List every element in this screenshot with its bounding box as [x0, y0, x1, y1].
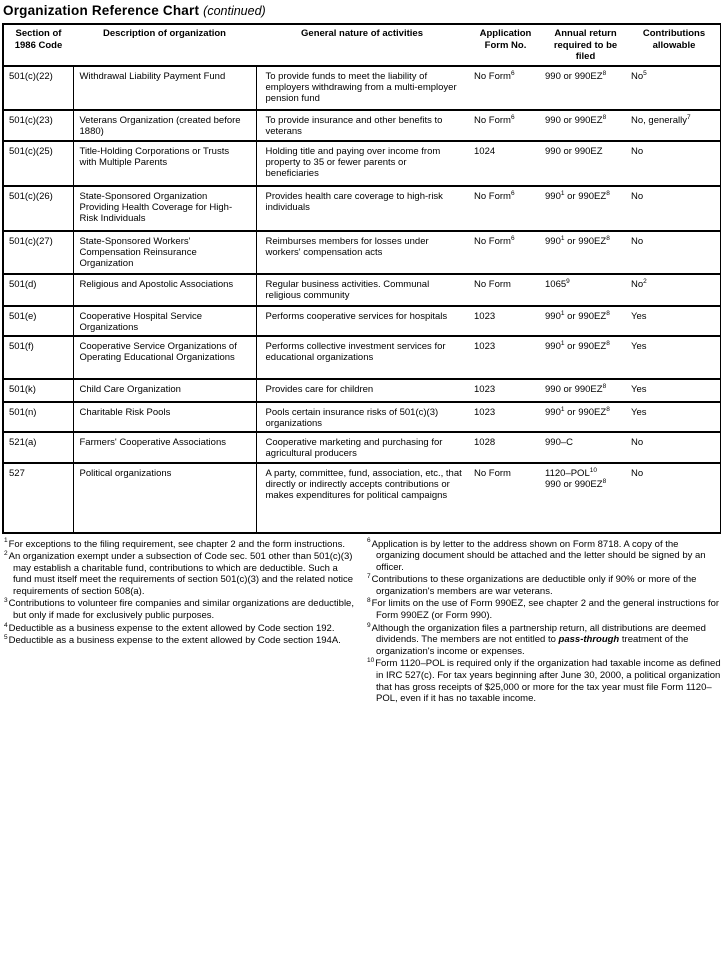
table-body	[3, 66, 721, 533]
footnote-number: 4	[4, 621, 8, 629]
table-row	[3, 306, 721, 336]
title-continued: (continued)	[203, 4, 266, 18]
cell-contributions: No	[628, 141, 721, 186]
cell-annual-return: 990 or $990EZ^8$	[543, 110, 628, 141]
footnote-text: Contributions to these organizations are deductible only if 90% or more of the organization's members are war veterans.	[371, 574, 697, 597]
cell-annual-return: $990^1$ or $990EZ^8$	[543, 402, 628, 432]
cell-description: State-Sponsored Organization Providing Health Coverage for High-Risk Individuals	[73, 186, 256, 231]
header-section-code: Section of 1986 Code	[3, 24, 73, 66]
cell-activities: Pools certain insurance risks of 501(c)(3) organizations	[256, 402, 468, 432]
cell-description: Veterans Organization (created before 1880)	[73, 110, 256, 141]
table-row	[3, 432, 721, 463]
cell-description: Child Care Organization	[73, 379, 256, 402]
cell-contributions: No	[628, 463, 721, 533]
cell-section-code: 501(c)(25)	[3, 141, 73, 186]
cell-annual-return: 990–C	[543, 432, 628, 463]
cell-description: Withdrawal Liability Payment Fund	[73, 66, 256, 110]
cell-section-code: 527	[3, 463, 73, 533]
cell-contributions: Yes	[628, 402, 721, 432]
footnote-number: 2	[4, 549, 8, 557]
cell-activities: Provides care for children	[256, 379, 468, 402]
cell-contributions: No	[628, 186, 721, 231]
cell-section-code: 501(c)(26)	[3, 186, 73, 231]
cell-description: Title-Holding Corporations or Trusts with Multiple Parents	[73, 141, 256, 186]
table-row	[3, 402, 721, 432]
footnote-number: 8	[367, 597, 371, 605]
cell-activities: Cooperative marketing and purchasing for agricultural producers	[256, 432, 468, 463]
footnote	[367, 574, 721, 597]
cell-section-code: 501(f)	[3, 336, 73, 379]
header-application-form: Application Form No.	[468, 24, 543, 66]
footnote-number: 7	[367, 573, 371, 581]
cell-activities: Provides health care coverage to high-risk individuals	[256, 186, 468, 231]
table-row	[3, 379, 721, 402]
cell-contributions: No$^2$	[628, 274, 721, 306]
cell-section-code: 501(e)	[3, 306, 73, 336]
cell-section-code: 501(k)	[3, 379, 73, 402]
footnotes	[2, 539, 721, 706]
cell-activities: Performs collective investment services for educational organizations	[256, 336, 468, 379]
footnote-text: For limits on the use of Form 990EZ, see chapter 2 and the general instructions for Form 990EZ (or Form 990).	[371, 598, 720, 622]
footnote-number: 9	[367, 621, 371, 629]
cell-application-form: No Form$^6$	[468, 110, 543, 141]
cell-description: Charitable Risk Pools	[73, 402, 256, 432]
cell-annual-return: 1120–POL$^{10}$ 990 or $990EZ^8$	[543, 463, 628, 533]
cell-section-code: 501(c)(23)	[3, 110, 73, 141]
cell-contributions: Yes	[628, 306, 721, 336]
cell-application-form: 1023	[468, 402, 543, 432]
cell-section-code: 501(d)	[3, 274, 73, 306]
header-general-nature: General nature of activities	[256, 24, 468, 66]
cell-application-form: No Form$^6$	[468, 66, 543, 110]
cell-annual-return: $990^1$ or $990EZ^8$	[543, 306, 628, 336]
table-row	[3, 110, 721, 141]
footnote	[4, 623, 358, 635]
cell-application-form: No Form	[468, 274, 543, 306]
cell-section-code: 521(a)	[3, 432, 73, 463]
footnote-text: Deductible as a business expense to the extent allowed by Code section 192.	[8, 622, 335, 634]
footnote-text: Deductible as a business expense to the extent allowed by Code section 194A.	[8, 635, 341, 647]
cell-annual-return: 1065$^9$	[543, 274, 628, 306]
cell-annual-return: $990^1$ or $990EZ^8$	[543, 186, 628, 231]
cell-description: Cooperative Hospital Service Organizations	[73, 306, 256, 336]
cell-description: Cooperative Service Organizations of Operating Educational Organizations	[73, 336, 256, 379]
cell-application-form: No Form$^6$	[468, 186, 543, 231]
cell-application-form: 1028	[468, 432, 543, 463]
cell-description: Farmers' Cooperative Associations	[73, 432, 256, 463]
cell-annual-return: 990 or $990EZ^8$	[543, 379, 628, 402]
table-row	[3, 66, 721, 110]
cell-application-form: 1023	[468, 379, 543, 402]
cell-activities: To provide funds to meet the liability of employers withdrawing from a multi-employer pension fund	[256, 66, 468, 110]
cell-contributions: No	[628, 231, 721, 274]
footnote-text: Form 1120–POL is required only if the organization had taxable income as defined in IRC 527(c). For tax years beginning after June 30, 2000, a political organization that has gross receipts of $25,000 or more for the tax year must file Form 1120–POL, even if it has no taxable income.	[375, 658, 721, 705]
footnote	[367, 658, 721, 704]
footnote-number: 10	[367, 657, 375, 665]
footnote-text: Application is by letter to the address shown on Form 8718. A copy of the organizing document should be attached and the letter should be signed by an officer.	[371, 538, 706, 573]
cell-annual-return: 990 or 990EZ	[543, 141, 628, 186]
footnote-number: 5	[4, 634, 8, 642]
cell-contributions: Yes	[628, 336, 721, 379]
cell-application-form: No Form	[468, 463, 543, 533]
footnote-text: For exceptions to the filing requirement, see chapter 2 and the form instructions.	[8, 538, 345, 550]
table-row	[3, 141, 721, 186]
table-row	[3, 463, 721, 533]
table-row	[3, 231, 721, 274]
cell-contributions: No, generally$^7$	[628, 110, 721, 141]
footnote	[367, 539, 721, 574]
cell-description: Political organizations	[73, 463, 256, 533]
cell-annual-return: 990 or $990EZ^8$	[543, 66, 628, 110]
footnote	[4, 635, 358, 647]
footnote	[4, 539, 358, 551]
footnote-text: Contributions to volunteer fire companies and similar organizations are deductible, but only if made for exclusively public purposes.	[8, 598, 354, 622]
cell-section-code: 501(c)(27)	[3, 231, 73, 274]
footnote	[367, 623, 721, 658]
page-title	[2, 3, 720, 19]
cell-activities: Regular business activities. Communal religious community	[256, 274, 468, 306]
cell-application-form: 1023	[468, 306, 543, 336]
cell-contributions: No$^5$	[628, 66, 721, 110]
cell-annual-return: $990^1$ or $990EZ^8$	[543, 336, 628, 379]
cell-annual-return: $990^1$ or $990EZ^8$	[543, 231, 628, 274]
cell-section-code: 501(n)	[3, 402, 73, 432]
footnote	[367, 598, 721, 621]
footnote	[4, 551, 358, 597]
cell-activities: Reimburses members for losses under workers' compensation acts	[256, 231, 468, 274]
footnote	[4, 598, 358, 621]
footnotes-right-column	[367, 539, 721, 706]
table-row	[3, 274, 721, 306]
cell-activities: A party, committee, fund, association, etc., that directly or indirectly accepts contributions or makes expenditures for political campaigns	[256, 463, 468, 533]
footnote-number: 3	[4, 597, 8, 605]
cell-description: State-Sponsored Workers' Compensation Reinsurance Organization	[73, 231, 256, 274]
cell-activities: Performs cooperative services for hospitals	[256, 306, 468, 336]
cell-activities: Holding title and paying over income from property to 35 or fewer parents or beneficiaries	[256, 141, 468, 186]
cell-section-code: 501(c)(22)	[3, 66, 73, 110]
cell-application-form: 1024	[468, 141, 543, 186]
header-annual-return: Annual return required to be filed	[543, 24, 628, 66]
header-description: Description of organization	[73, 24, 256, 66]
footnote-number: 6	[367, 537, 371, 545]
footnote-text: An organization exempt under a subsection of Code sec. 501 other than 501(c)(3) may establish a charitable fund, contributions to which are deductible. Such a fund must itself meet the requirements of section 501(c)(3) and the related notice requirements of section 508(a).	[8, 551, 354, 597]
table-row	[3, 186, 721, 231]
footnote-text: Although the organization files a partnership return, all distributions are deemed dividends. The members are not entitled to pass-through treatment of the organization's income or expenses.	[371, 622, 706, 657]
cell-description: Religious and Apostolic Associations	[73, 274, 256, 306]
table-header-row	[3, 24, 721, 66]
cell-activities: To provide insurance and other benefits to veterans	[256, 110, 468, 141]
cell-contributions: No	[628, 432, 721, 463]
footnote-number: 1	[4, 537, 8, 545]
title-main: Organization Reference Chart	[3, 3, 200, 18]
organization-reference-table	[2, 23, 721, 534]
cell-contributions: Yes	[628, 379, 721, 402]
cell-application-form: No Form$^6$	[468, 231, 543, 274]
header-contributions: Contributions allowable	[628, 24, 721, 66]
footnotes-left-column	[4, 539, 358, 706]
table-row	[3, 336, 721, 379]
cell-application-form: 1023	[468, 336, 543, 379]
